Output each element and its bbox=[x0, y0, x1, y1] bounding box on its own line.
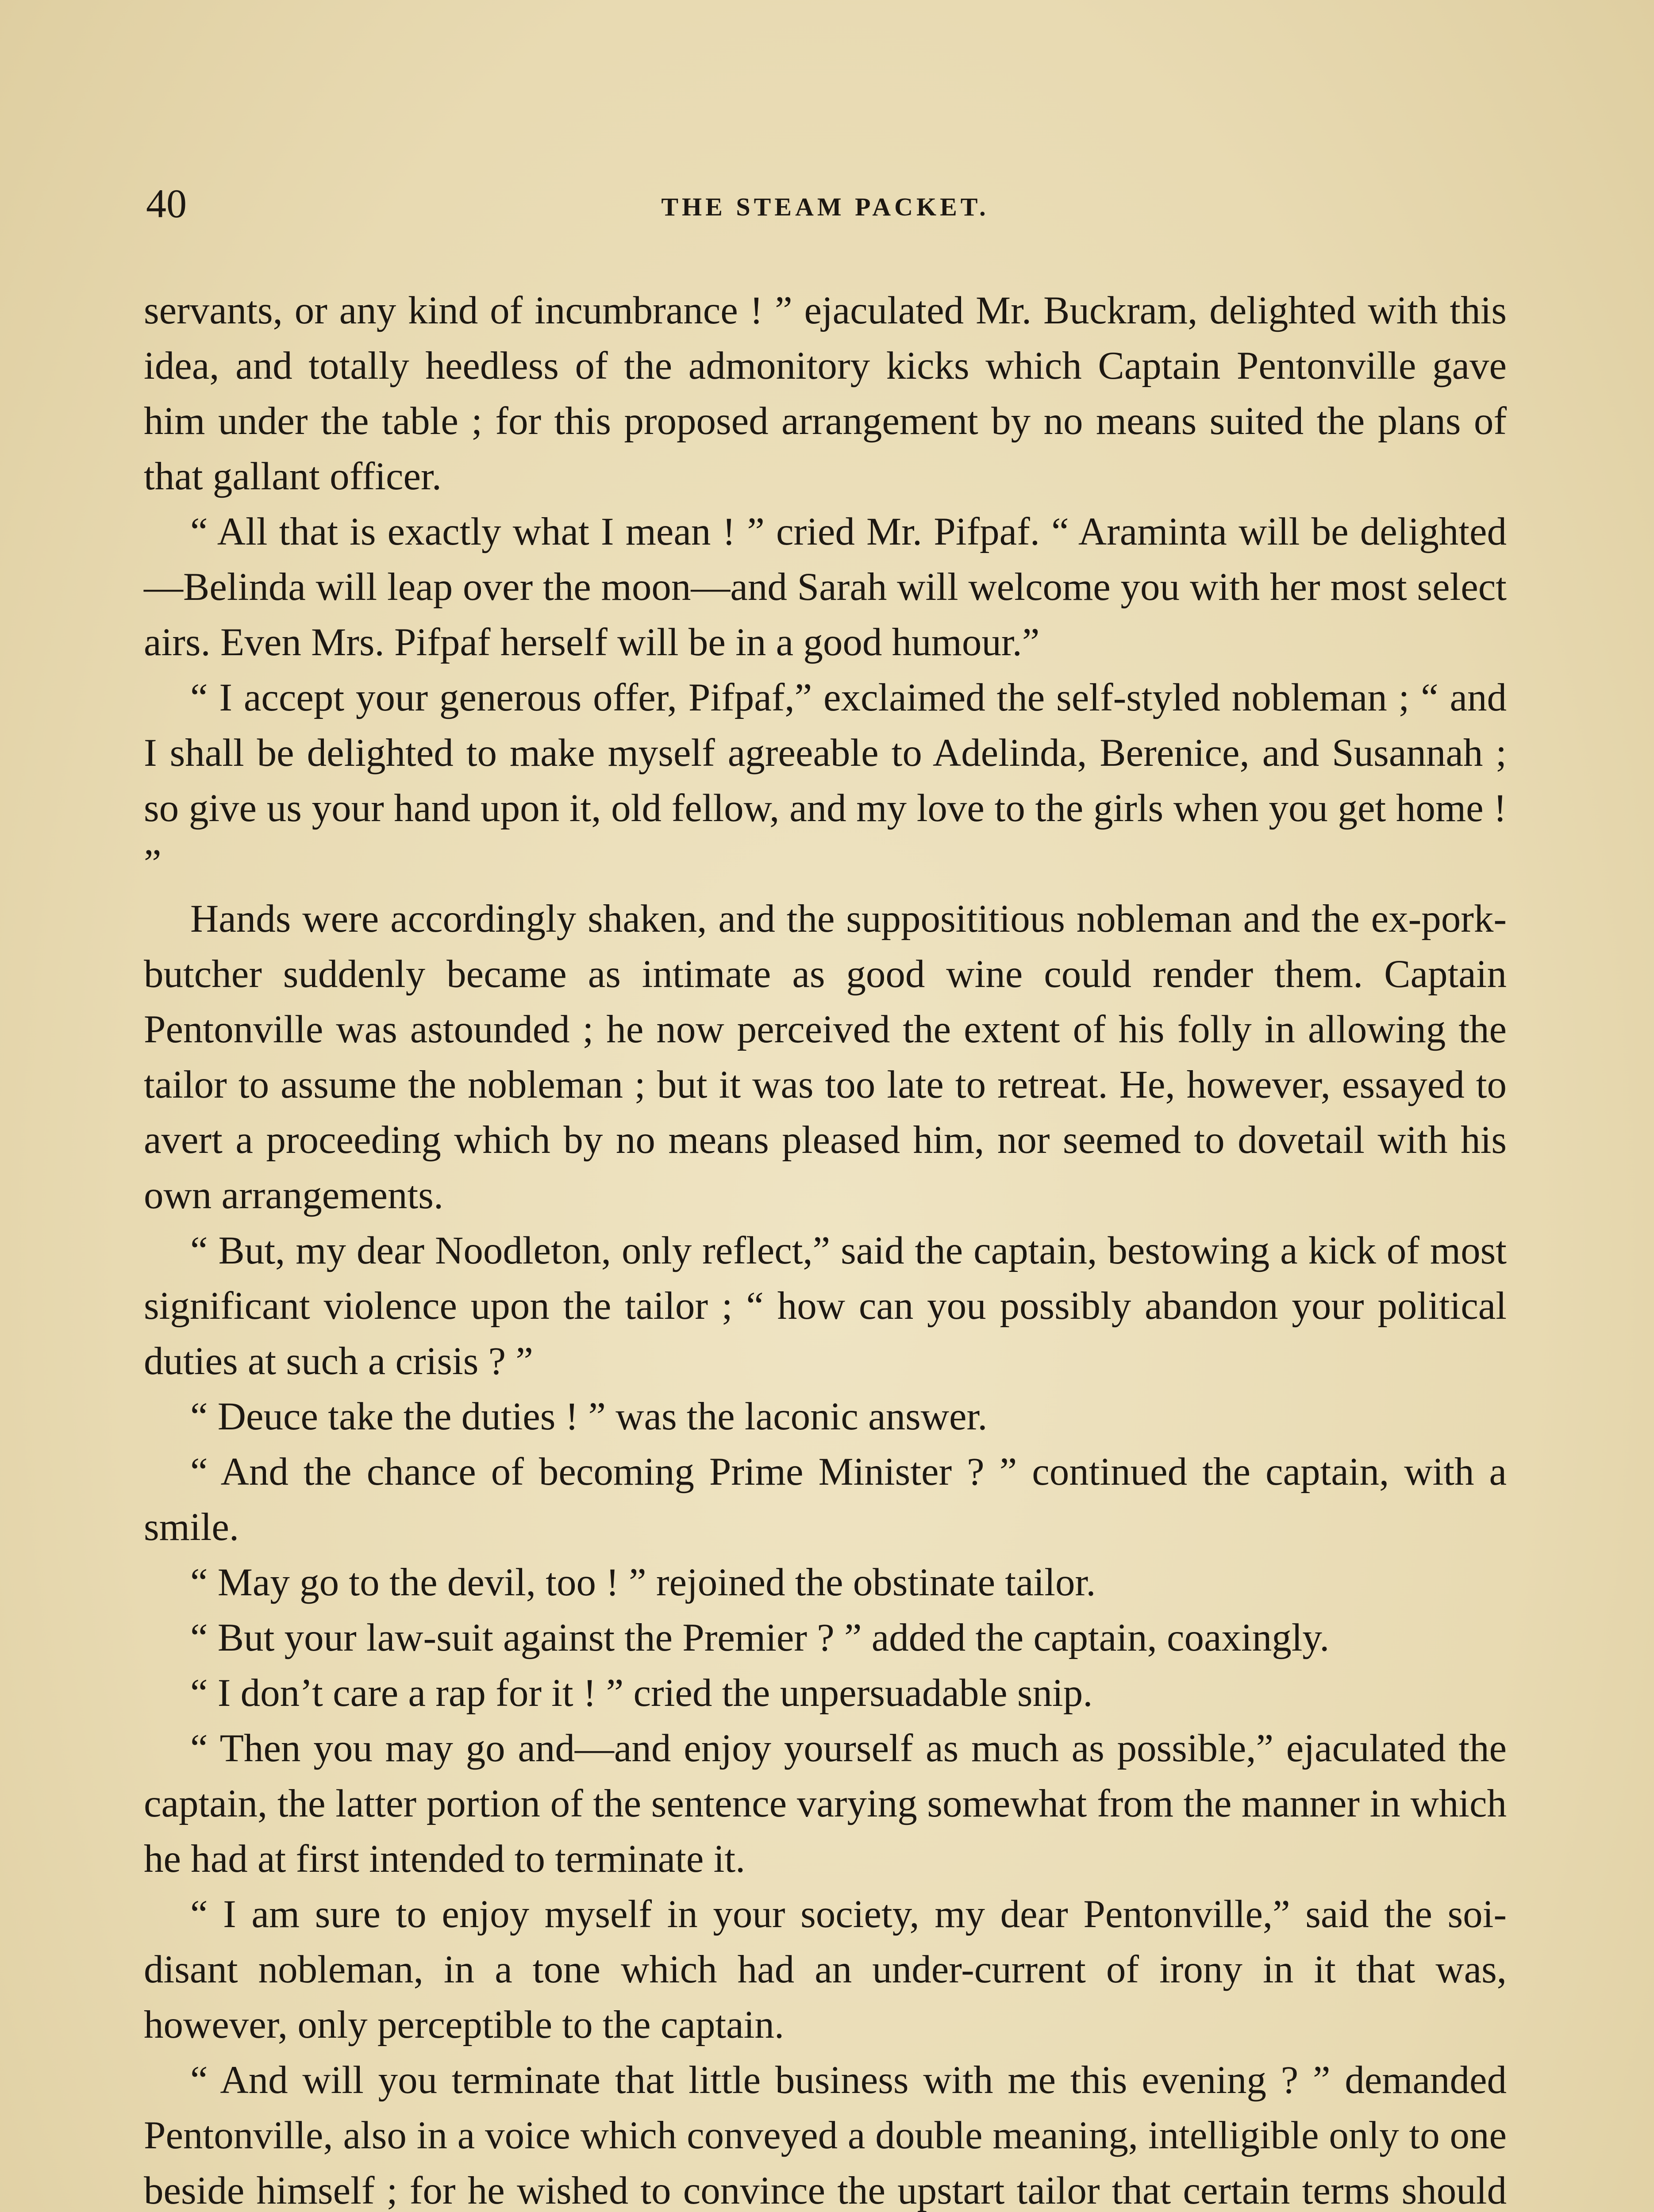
running-head: THE STEAM PACKET. bbox=[661, 192, 989, 221]
body-text bbox=[144, 283, 1507, 2212]
paragraph: “ But, my dear Noodleton, only reflect,” said the captain, bestowing a kick of most significant violence upon the tailor ; “ how can you possibly abandon your political duties at such a crisis ? ” bbox=[144, 1229, 1507, 1383]
paragraph: Hands were accordingly shaken, and the supposititious nobleman and the ex-pork-butcher suddenly became as intimate as good wine could render them. Captain Pentonville was astounded ; he now perceived the extent of his folly in allowing the tailor to assume the nobleman ; but it was too late to retreat. He, however, essayed to avert a proceeding which by no means pleased him, nor seemed to dovetail with his own arrangements. bbox=[144, 897, 1507, 1217]
paragraph: “ And the chance of becoming Prime Minister ? ” continued the captain, with a smile. bbox=[144, 1450, 1507, 1549]
paragraph: “ All that is exactly what I mean ! ” cried Mr. Pifpaf. “ Araminta will be delighted—Belinda will leap over the moon—and Sarah will welcome you with her most select airs. Even Mrs. Pifpaf herself will be in a good humour.” bbox=[144, 510, 1507, 664]
paragraph: servants, or any kind of incumbrance ! ” ejaculated Mr. Buckram, delighted with this idea, and totally heedless of the admonitory kicks which Captain Pentonville gave him under the table ; for this proposed arrangement by no means suited the plans of that gallant officer. bbox=[144, 289, 1507, 498]
paragraph: “ May go to the devil, too ! ” rejoined the obstinate tailor. bbox=[190, 1561, 1096, 1604]
paragraph: “ I accept your generous offer, Pifpaf,” exclaimed the self-styled nobleman ; “ and I shall be delighted to make myself agreeable to Adelinda, Berenice, and Susannah ; so give us your hand upon it, old fellow, and my love to the girls when you get home ! ” bbox=[144, 676, 1507, 885]
paragraph: “ But your law-suit against the Premier ? ” added the captain, coaxingly. bbox=[190, 1616, 1330, 1659]
paragraph: “ Then you may go and—and enjoy yourself as much as possible,” ejaculated the captain, the latter portion of the sentence varying somewhat from the manner in which he had at first intended to terminate it. bbox=[144, 1727, 1507, 1881]
paragraph: “ Deuce take the duties ! ” was the laconic answer. bbox=[190, 1395, 988, 1438]
paragraph: “ I am sure to enjoy myself in your society, my dear Pentonville,” said the soi-disant nobleman, in a tone which had an under-current of irony in it that was, however, only perceptible to the captain. bbox=[144, 1893, 1507, 2047]
page-header bbox=[146, 177, 1504, 230]
paragraph: “ And will you terminate that little business with me this evening ? ” demanded Pentonville, also in a voice which conveyed a double meaning, intelligible only to one beside himself ; for he wished to convince the upstart tailor that certain terms should bbox=[144, 2058, 1507, 2212]
paragraph: “ I don’t care a rap for it ! ” cried the unpersuadable snip. bbox=[190, 1671, 1093, 1715]
page-number: 40 bbox=[146, 181, 187, 226]
